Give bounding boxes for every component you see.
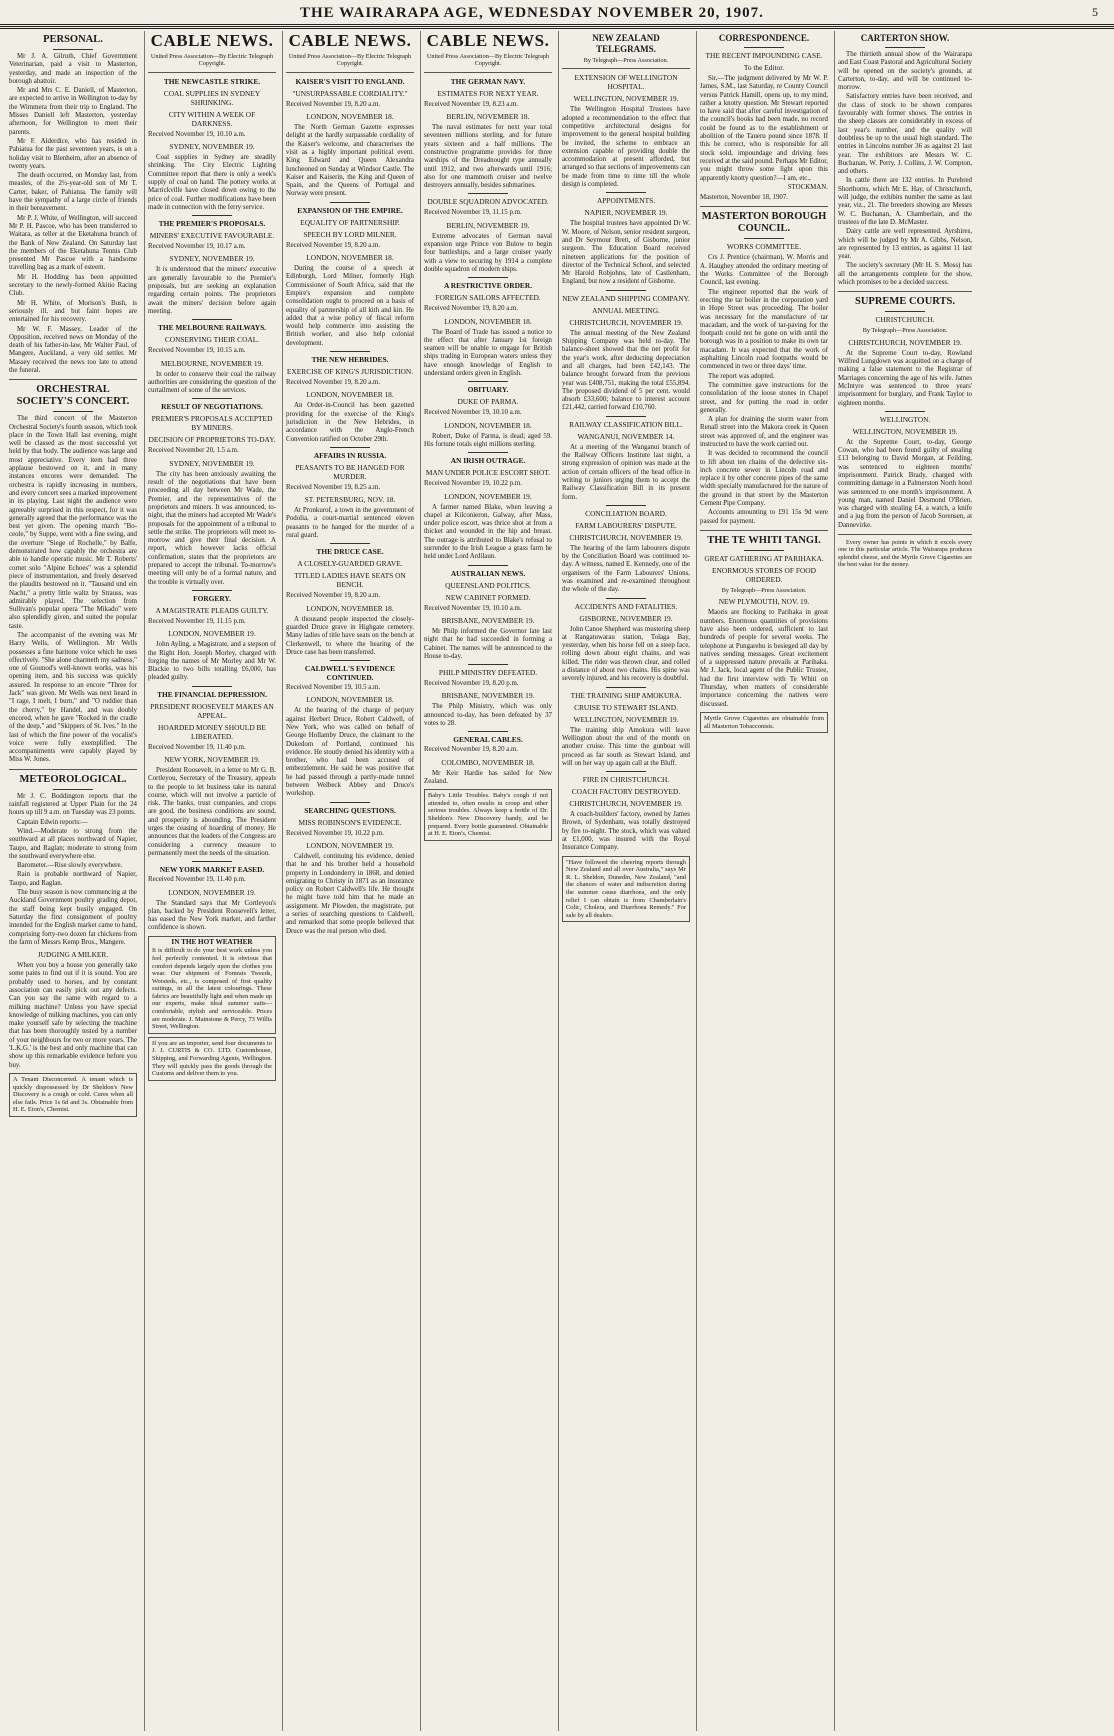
advert-text: "Have followed the cheering reports through New Zealand and all over Australia," says Mr R. L. Sheldon, Dunedin, New Zealand, "and the chances of water and indiscretion during the summer cause diarrhoea, and the only relief I can obtain is from Chamberlain's Colic, Cholera, and Diarrhoea Remedy." For sale by all dealers.	[566, 858, 686, 919]
advert-text: Myrtle Grove Cigarettes are obtainable from all Masterton Tobacconists.	[704, 714, 824, 730]
story-text: At a meeting of the Wanganui branch of the Railway Officers Institute last night, a strong expression of opinion was made at the action of certain officers of the head office in writing to juniors urging them to accept the Railway Classification Bill in its present form.	[562, 443, 690, 501]
advert-box	[148, 936, 276, 1034]
story-text: Robert, Duke of Parma, is dead; aged 59. His fortune totals eight millions sterling.	[424, 432, 552, 448]
story-text: Extreme advocates of German naval expansion urge Prince von Bulow to begin four battleships, and a large cruiser yearly with a view to securing by 1914 a complete double squadron of modern ships.	[424, 232, 552, 273]
story-place: COLOMBO, NOVEMBER 18.	[441, 757, 535, 767]
divider	[53, 49, 93, 50]
story-sub: A CLOSELY-GUARDED GRAVE.	[297, 559, 403, 569]
story-text: John Canoe Shepherd was mustering sheep at Rangatuwarau station, Tolaga Bay, yesterday, when his horse fell on a steep face, rolling down about eight chains, and was killed. The rider was thrown clear, and rolled a distance of about two chains. His spine was severely injured, and his recovery is doubtful.	[562, 625, 690, 683]
story-sub: CRUISE TO STEWART ISLAND.	[574, 702, 678, 712]
story-text: The hospital trustees have appointed Dr W. W. Moore, of Nelson, senior resident surgeon, and Dr Seymour Brett, of Gisborne, junior surgeon. The Education Board received nineteen applications for the position of director of the Technical School, and selected Mr Harold Robjohns, late of Castlenham, England, but now a resident of Gisborne.	[562, 220, 690, 286]
divider	[744, 47, 784, 48]
masthead-rule	[0, 26, 1114, 29]
story-sub: MISS ROBINSON'S EVIDENCE.	[298, 817, 402, 827]
story-dateline: Received November 19, 11.40 p.m.	[148, 743, 246, 751]
story-sub: EQUALITY OF PARTNERSHIP.	[300, 217, 400, 227]
divider	[53, 789, 93, 790]
tewhiti-place: NEW PLYMOUTH, NOV. 19.	[718, 597, 810, 607]
story-dateline: Received November 19, 8.25 a.m.	[286, 483, 381, 491]
borough-para: The report was adopted.	[708, 372, 775, 380]
story-text: A thousand people inspected the closely-guarded Druce grave in Highgate cemetery. Many ladies of title have seats on the bench at Clerkenwell, to where the hearing of the Druce case has been transferred.	[286, 615, 414, 656]
divider	[192, 215, 232, 216]
divider	[330, 802, 370, 803]
borough-para: A plan for draining the storm water from Renall street into the Makora creek in Queen street was approved of, and the engineer was instructed to have the work carried out.	[700, 416, 828, 448]
borough-para: The engineer reported that the work of erecting the tar boiler in the corporation yard in Hope Street was proceeding. The boiler was necessary for the manufacture of tar macadam, and the work of tar-paving for the footpath could not be gone on with until the borough was in a position to make its own tar macadam. It was expected that the work of asphalting Lincoln road footpaths would be commenced in two or three days' time.	[700, 288, 828, 371]
cable-news-heading: CABLE NEWS.	[288, 31, 412, 50]
advert-box	[148, 1037, 276, 1081]
divider	[9, 379, 137, 380]
divider	[606, 416, 646, 417]
borough-para: It was decided to recommend the council to lift about ten chains of the defective six-inch concrete sewer in Lincoln road and replace it by other concrete pipes of the same width specially manufactured for the nature of the ground in that street by the Masterton Cement Pipe Company.	[700, 450, 828, 508]
tewhiti-text: Maoris are flocking to Parihaka in great numbers. Enormous quantities of provisions have also been ordered, sufficient to last hundreds of people for several weeks. The telephone at Pungarehu is besieged all day by natives sending messages. Great excitement of a suppressed nature prevails at Parihaka. Mr J. Jack, local agent of the Public Trustee, had the first interview with Te Whiti on Thursday, when matters of considerable importance concerning the natives were discussed.	[700, 609, 828, 708]
carterton-para: The thirtieth annual show of the Wairarapa and East Coast Pastoral and Agricultural Society will be opened on the society's grounds, at Carterton, to-day, and will be continued to-morrow.	[838, 51, 972, 92]
story-dateline: Received November 19, 8.20 a.m.	[286, 241, 381, 249]
story-text: The Standard says that Mr Cortleyou's plan, backed by President Roosevelt's letter, has eased the New York market, and farther confidence is shown.	[148, 899, 276, 932]
credit-line: By Telegraph—Press Association.	[583, 57, 669, 64]
met-para: Barometer.—Rise slowly everywhere.	[17, 862, 123, 870]
story-sub: MAN UNDER POLICE ESCORT SHOT.	[425, 468, 551, 478]
story-dateline: Received November 19, 10.15 a.m.	[148, 347, 246, 355]
story-place: WANGANUI, NOVEMBER 14.	[577, 431, 675, 441]
credit-line: By Telegraph—Press Association.	[721, 586, 807, 594]
supreme-text: At the Supreme Court, to-day, George Cowan, who had been found guilty of stealing £13 belonging to David Morgan, at Feilding, was sentenced to eighteen months' imprisonment. Patrick Brady, charged with committing damage in a Palmerston North hotel was sentenced to one month's imprisonment. A young man, named Daniel Desmond O'Brien, was charged with stealing £4, a watch, a knife and a jug from the person of Jacob Sorensen, at Dannevirke.	[838, 438, 972, 529]
story-title: PHILP MINISTRY DEFEATED.	[438, 668, 538, 678]
divider	[744, 238, 784, 239]
story-title: THE GERMAN NAVY.	[450, 76, 526, 86]
story-place: CHRISTCHURCH, NOVEMBER 19.	[569, 532, 683, 542]
story-text: President Roosevelt, in a letter to Mr G. B. Cortleyou, Secretary of the Treasury, appeals to the people to let business take its natural course, which will not involve a particle of risk. The banks, trust companies, and crops are good, the business conditions are sound, and prosperity is abounding. The President urges the ceasing of hoarding of money. He announces that the leaders of the Congress are considering a currency measure to permanently meet the needs of the situation.	[148, 766, 276, 857]
story-text: A farmer named Blake, when leaving a chapel at Kilconieron, Galway, after Mass, under police escort, was thrice shot at from a thicket and wounded in the hip and breast. The outrage is attributed to Blake's refusal to surrender to the Irish League a grass farm he held under Lord Ardilaun.	[424, 503, 552, 561]
story-place: LONDON, NOVEMBER 19.	[168, 629, 256, 639]
story-sub: COACH FACTORY DESTROYED.	[571, 787, 681, 797]
story-text: The training ship Amokura will leave Wellington about the end of the month on another cruise. This time the gunboat will proceed as far south as Stewart Island, and will on her way up again call at the Bluff.	[562, 726, 690, 767]
story-title: AFFAIRS IN RUSSIA.	[313, 450, 387, 460]
personal-paras	[9, 53, 137, 375]
story-text: The North German Gazette expresses delight at the hardly surpassable cordiality of the Kaiser's welcome, and characterises the visit as a highly important political event. King Edward and Queen Alexandra luncheoned on Sunday at Windsor Castle. The Kaiser and Kaiserin, the King and Queen of Spain, and the Queens of Portugal and Norway were present.	[286, 124, 414, 198]
story-dateline: Received November 19, 8.20 a.m.	[286, 379, 381, 387]
story-place: LONDON, NOVEMBER 18.	[444, 420, 532, 430]
carterton-para: Dairy cattle are well represented. Ayrshires, which will be judged by Mr A. Gibbs, Nelson, are represented by 13 entries, as against 11 last year.	[838, 228, 972, 261]
story-title: GENERAL CABLES.	[453, 735, 523, 745]
column-7	[834, 31, 975, 1731]
story-title: AUSTRALIAN NEWS.	[450, 568, 526, 578]
column-3	[282, 31, 417, 1731]
story-text: Caldwell, continuing his evidence, denied that he and his brother held a household property in Londonderry in 1868, and denied emigrating to Christy in 1871 as an insurance policy on Robert Caldwell's life. He thought he might have told him that he made an assignment. Mr Plowden, the magistrate, put a series of searching questions to Caldwell, and remarked that some people believed that Druce was the real person who died.	[286, 852, 414, 935]
story-text: The Board of Trade has issued a notice to the effect that after January 1st foreign seamen will be unable to engage for British ships trading in European waters unless they have enough knowledge of English to understand orders given in English.	[424, 328, 552, 378]
letter-date: Masterton, November 18, 1907.	[700, 194, 789, 202]
supreme-place: CHRISTCHURCH, NOVEMBER 19.	[848, 337, 962, 347]
story-place: LONDON, NOVEMBER 18.	[306, 390, 394, 400]
divider	[468, 664, 508, 665]
column-5	[558, 31, 693, 1731]
story-dateline: Received November 19, 8.20 a.m.	[286, 100, 381, 108]
met-para: Mr J. C. Boddington reports that the rainfall registered at Upper Plain for the 24 hours up till 9 a.m. on Tuesday was 23 points.	[9, 792, 137, 817]
advert-text: Every owner has points in which it excels every one in this particular article. The Wairarapa produces splendid cheese, and the Myrtle Grove Cigarettes are the best value for the money.	[838, 539, 972, 569]
story-text: The Wellington Hospital Trustees have adopted a recommendation to the effect that competitive architectural designs for improvement to the general hospital building be invited, the scheme to embrace an extension capable of providing double the accommodation at present afforded, but arranged so that sections of improvements can be made from time to time till the whole design is completed.	[562, 106, 690, 189]
divider	[330, 543, 370, 544]
story-text: At the hearing of the charge of perjury against Herbert Druce, Robert Caldwell, of New York, who was called on behalf of George Hollamby Druce, the claimant to the Dukedom of Portland, continued his evidence. He stoutly denied his identity with a brother, who had been accused of embezzlement. He said he was positive that he had passed through a partly-made tunnel between Welbeck Abbey and Druce's workshop.	[286, 707, 414, 798]
advert-text: It is difficult to do your best work unless you feel perfectly contented. It is obvious that comfort depends largely upon the clothes you wear. Our shipment of Fomrais Tweeds, Worsteds, etc., is composed of first quality suitings, in all the latest colourings. These fabrics are beautifully light and when made up our experts, make ideal summer suits—comfortable, stylish and serviceable. Prices are moderate. J. Mainstone & Percy, 73 Willis Street, Wellington.	[152, 947, 272, 1031]
column-1	[6, 31, 140, 1731]
supreme-heading: SUPREME COURTS.	[855, 296, 955, 308]
story-dateline: Received November 19, 10.10 a.m.	[148, 130, 246, 138]
personal-para: Mr J. A. Gilruth, Chief Government Veterinarian, paid a visit to Masterton, yesterday, and made an inspection of the borough abattoir.	[9, 53, 137, 85]
story-sub: MINERS' EXECUTIVE FAVOURABLE.	[149, 231, 275, 241]
divider	[700, 206, 828, 207]
story-sub: FOREIGN SAILORS AFFECTED.	[435, 293, 541, 303]
carterton-heading: CARTERTON SHOW.	[860, 33, 950, 43]
personal-para: Mr and Mrs C. E. Daniell, of Masterton, are expected to arrive in Wellington to-day by the Wimmera from their trip to England. The Misses Daniell left Masterton, yesterday afternoon, for Wellington to meet their parents.	[9, 87, 137, 136]
supreme-sub: CHRISTCHURCH.	[875, 315, 935, 325]
divider	[885, 47, 925, 48]
story-text: Coal supplies in Sydney are steadily shrinking. The City Electric Lighting Committee report that there is only a week's supply of coal on hand. The pottery works at Marrickville have closed down owing to the price of coal. Further modifications have been made in connection with the ferry service.	[148, 154, 276, 211]
story-title: FORGERY.	[193, 593, 231, 603]
story-text: John Ayling, a Magistrate, and a stepson of the Right Hon. Joseph Morley, charged with forging the names of Mr Morley and Mr W. Blackie to two bills totalling £6,000, has pleaded guilty.	[148, 641, 276, 682]
story-text: The hearing of the farm labourers dispute by the Conciliation Board was continued to-day. A witness, named E. Kennedy, one of the organisers of the Farm Labourers' Unions, was examined and re-examined throughout the whole of the day.	[562, 544, 690, 594]
divider	[606, 598, 646, 599]
met-para: Captain Edwin reports:—	[17, 818, 88, 826]
story-sub: SPEECH BY LORD MILNER.	[303, 229, 397, 239]
story-sub: HOARDED MONEY SHOULD BE LIBERATED.	[158, 722, 266, 741]
column-4	[420, 31, 555, 1731]
story-dateline: Received November 19, 10.10 a.m.	[424, 409, 522, 417]
masthead	[0, 0, 1114, 25]
story-sub: COAL SUPPLIES IN SYDNEY SHRINKING.	[163, 88, 261, 107]
story-dateline: Received November 19, 8.20 p.m.	[424, 680, 519, 688]
borough-heading: MASTERTON BOROUGH COUNCIL.	[701, 211, 827, 235]
story-place: SYDNEY, NOVEMBER 19.	[169, 142, 255, 152]
story-title: APPOINTMENTS.	[596, 196, 656, 206]
divider	[606, 290, 646, 291]
story-text: The city has been anxiously awaiting the result of the negotiations that have been proceeding all day between Mr Wade, the Premier, and the representatives of the proprietors and miners. It was announced, to-night, that the miners had accepted Mr Wade's proposals for the appointment of a tribunal to settle the strike. The proprietors will meet to-morrow and give their final decision. A report, which however lacks official confirmation, states that the proprietors are prepared to accept the tribunal. To-morrow's meeting will only be of a formal nature, and the trouble is virtually over.	[148, 470, 276, 586]
divider	[53, 411, 93, 412]
tewhiti-heading: THE TE WHITI TANGI.	[707, 534, 821, 546]
story-sub: ESTIMATES FOR NEXT YEAR.	[437, 88, 539, 98]
story-place: SYDNEY, NOVEMBER 19.	[169, 254, 255, 264]
cable-news-heading: CABLE NEWS.	[150, 31, 274, 50]
advert-box	[9, 1073, 137, 1117]
divider	[838, 534, 972, 535]
story-sub: "UNSURPASSABLE CORDIALITY."	[292, 88, 408, 98]
story-title: OBITUARY.	[467, 385, 509, 395]
story-place: BERLIN, NOVEMBER 19.	[446, 220, 530, 230]
nz-telegrams-heading: NEW ZEALAND TELEGRAMS.	[592, 33, 660, 54]
carterton-para: In cattle there are 132 entries. In Purebred Shorthorns, which Mr E. Hay, of Christchurch, will judge, the exhibits number the same as last year, viz., 21. The breeders showing are Messrs W. C. Buchanan, A. Chamberlain, and the trustees of the late D. McMaster.	[838, 177, 972, 226]
personal-para: Mr W. F. Massey, Leader of the Opposition, received news on Monday of the death of his father-in-law, Mr Walter Paul, of Mangere, Auckland, a very old settler. Mr Massey received the news too late to attend the funeral.	[9, 325, 137, 374]
story-title: SEARCHING QUESTIONS.	[304, 805, 396, 815]
advert-heading: IN THE HOT WEATHER	[171, 937, 253, 946]
divider	[606, 505, 646, 506]
story-place: LONDON, NOVEMBER 18.	[444, 316, 532, 326]
story-dateline: Received November 20, 1.5 a.m.	[148, 447, 239, 455]
story-title: THE FINANCIAL DEPRESSION.	[157, 689, 267, 699]
story-sub: DUKE OF PARMA.	[457, 397, 519, 407]
divider	[700, 530, 828, 531]
divider	[468, 277, 508, 278]
story-place: WELLINGTON, NOVEMBER 19.	[573, 94, 679, 104]
story-dateline: Received November 19, 8.20 a.m.	[424, 305, 519, 313]
story-title: THE NEWCASTLE STRIKE.	[163, 76, 261, 86]
story-title: THE TRAINING SHIP AMOKURA.	[570, 690, 682, 700]
story-place: NAPIER, NOVEMBER 19.	[584, 208, 668, 218]
story-text: The annual meeting of the New Zealand Shipping Company was held to-day. The balance-sheet showed that the net profit for the year's work, after deducting depreciation and all charges, had been £42,143. The balance brought forward from the previous year was £408,751, making the total £55,894. The proposed dividend of 5 per cent. would absorb £33,600; balance to interest account £21,442, carried forward £10,760.	[562, 329, 690, 412]
story-title: RESULT OF NEGOTIATIONS.	[161, 402, 263, 412]
personal-para: The death occurred, on Monday last, from measles, of the 2½-year-old son of Mr T. Carter, baker, of Pahiatua. The family will have the sympathy of a large circle of friends in their bereavement.	[9, 172, 137, 213]
tewhiti-sub: GREAT GATHERING AT PARIHAKA.	[704, 553, 824, 563]
letter-text: Sir,—The judgment delivered by Mr W. P. James, S.M., last Saturday, re County Council versus Patrick Hamill, opens up, to my mind, rather a knotty question. Mr Stewart reported to have said that after careful investigation of the council's books had been made, no record could be found as to the establishment or abolition of the Taueru pound since 1878. If this be correct, who is responsible for all stock sold, impoundage and driving fees received at the said pound. Perhaps Mr Editor, you might throw some light upon this apparently knotty question?—I am, etc.,	[700, 75, 828, 182]
story-dateline: Received November 19, 8.20 a.m.	[286, 592, 381, 600]
divider	[330, 660, 370, 661]
story-dateline: Received November 19, 10.10 a.m.	[424, 604, 522, 612]
story-place: LONDON, NOVEMBER 19.	[306, 840, 394, 850]
story-title: EXPANSION OF THE EMPIRE.	[297, 205, 403, 215]
letter-to: To the Editor.	[743, 63, 785, 72]
divider	[192, 861, 232, 862]
divider	[468, 381, 508, 382]
story-place: LONDON, NOVEMBER 18.	[306, 253, 394, 263]
letter-title: THE RECENT IMPOUNDING CASE.	[705, 51, 823, 60]
credit-line: United Press Association—By Electric Telegraph Copyright.	[288, 53, 412, 68]
story-sub: CITY WITHIN A WEEK OF DARKNESS.	[168, 109, 256, 128]
story-text: The Philp Ministry, which was only announced to-day, has been defeated by 37 votes to 28.	[424, 703, 552, 727]
story-place: LONDON, NOVEMBER 18.	[306, 695, 394, 705]
tewhiti-sub: ENORMOUS STORES OF FOOD ORDERED.	[712, 565, 816, 584]
divider	[424, 72, 552, 73]
story-title: EXTENSION OF WELLINGTON HOSPITAL.	[574, 73, 678, 92]
divider	[192, 398, 232, 399]
divider	[606, 771, 646, 772]
story-place: BERLIN, NOVEMBER 18.	[446, 112, 530, 122]
story-place: MELBOURNE, NOVEMBER 19.	[160, 358, 264, 368]
story-text: A coach-builders' factory, owned by James Brown, of Sydenham, was totally destroyed by fire to-night. The stock, which was valued at £1,000, was insured with the Royal Insurance Company.	[562, 811, 690, 852]
story-place: WELLINGTON, NOVEMBER 19.	[573, 714, 679, 724]
story-dateline: Received November 19, 10.22 p.m.	[424, 480, 522, 488]
credit-line: By Telegraph—Press Association.	[862, 327, 948, 335]
story-place: LONDON, NOVEMBER 18.	[306, 603, 394, 613]
story-sub: PREMIER'S PROPOSALS ACCEPTED BY MINERS.	[151, 414, 273, 433]
divider	[885, 311, 925, 312]
story-sub: TITLED LADIES HAVE SEATS ON BENCH.	[294, 571, 406, 590]
story-text: An Order-in-Council has been gazetted providing for the exercise of the King's jurisdiction in the New Hebrides, in accordance with the Anglo-French Convention ratified on October 29th.	[286, 402, 414, 443]
story-dateline: Received November 19, 8.20 a.m.	[424, 746, 519, 754]
carterton-para: The society's secretary (Mr H. S. Moss) has all the arrangements complete for the show, which promises to be a decided success.	[838, 262, 972, 287]
letter-signature: STOCKMAN.	[787, 183, 828, 191]
story-sub: ANNUAL MEETING.	[592, 305, 660, 315]
milker-text: When you buy a house you generally take some pains to find out if it is sound. You are probably used to horses, and by constant association can easily pick out any defects. Can you say the same with regard to a milking machine? Unless you have special knowledge of milking machines, you can only make yourself safe by selecting the machine that has been thoroughly tested by a number of your neighbours for two or more years. The 'L.K.G.' is the best and only machine that can show up this remarkable evidence before you buy.	[9, 962, 137, 1069]
story-place: NEW YORK, NOVEMBER 19.	[164, 754, 260, 764]
divider	[468, 452, 508, 453]
story-title: NEW ZEALAND SHIPPING COMPANY.	[562, 293, 690, 303]
story-text: It is understood that the miners' executive are generally favourable to the Premier's proposals, but are seeking an explanation regarding certain points. The proprietors await the miners' decision before again meeting.	[148, 266, 276, 315]
story-title: RAILWAY CLASSIFICATION BILL.	[569, 419, 683, 429]
personal-para: Mr H. White, of Morison's Bush, is seriously ill, and but faint hopes are entertained for his recovery.	[9, 299, 137, 324]
divider	[330, 202, 370, 203]
orchestral-heading: ORCHESTRAL SOCIETY'S CONCERT.	[16, 384, 130, 408]
story-title: CALDWELL'S EVIDENCE CONTINUED.	[304, 664, 396, 683]
met-para: Wind.—Moderate to strong from the southward at all places northward of Napier, Taupo, and Raglan; moderate to strong from the southward everywhere else.	[9, 827, 137, 860]
divider	[148, 72, 276, 73]
borough-para: Crs J. Prentice (chairman), W. Morris and A. Haughey attended the ordinary meeting of the Works Committee of the Borough Council, last evening.	[700, 254, 828, 287]
divider	[9, 769, 137, 770]
advert-text: If you are an importer, send four documents to J. J. CURTIS & CO. LTD. Customhouse, Shipping, and Forwarding Agents, Wellington. They will quickly pass the goods through the Customs and deliver them to you.	[152, 1039, 272, 1078]
borough-sub: WORKS COMMITTEE.	[726, 242, 802, 252]
story-dateline: Received November 19, 11.15 p.m.	[148, 617, 246, 625]
story-dateline: Received November 19, 11.40 p.m.	[148, 876, 246, 884]
story-text: Mr Keir Hardie has sailed for New Zealand.	[424, 769, 552, 785]
story-sub: NEW CABINET FORMED.	[445, 592, 531, 602]
divider	[330, 351, 370, 352]
divider	[606, 687, 646, 688]
story-dateline: Received November 19, 8.23 a.m.	[424, 100, 519, 108]
story-sub: QUEENSLAND POLITICS.	[445, 580, 531, 590]
personal-para: Mr F. Alderdice, who has resided in Pahiatua for the past seventeen years, is on a holiday visit to Blenheim, after an absence of twenty years.	[9, 137, 137, 170]
page-number: 5	[1092, 5, 1098, 19]
story-text: Mr Philp informed the Governor late last night that he had succeeded in forming a Cabinet. The names will be announced to the House to-day.	[424, 627, 552, 660]
supreme-place: WELLINGTON, NOVEMBER 19.	[852, 426, 958, 436]
credit-line: United Press Association—By Electric Telegraph Copyright.	[426, 53, 550, 68]
supreme-sub: WELLINGTON.	[879, 414, 931, 424]
orchestral-para: The accompanist of the evening was Mr Harry Wells, of Wellington. Mr Wells possesses a fine baritone voice which he uses effectively. "She alone charmeth my sadness," one of Gounod's well-known works, was his opening item, and his success was quickly assured. In response to an encore "Three for Jack" was given. Mr Wells was next heard in "I rage, I melt, I burn," and "O ruddier than the cherry," by Handel, and was doubly encored, when he gave "Rocked in the cradle of the deep," and "Skippers of St. Ives." In the last of which the fine power of the vocalist's voice were fully exemplified. The accompaniments were capably played by Miss W. Jones.	[9, 632, 137, 764]
advert-box	[700, 712, 828, 733]
story-place: BRISBANE, NOVEMBER 19.	[441, 615, 535, 625]
divider	[330, 447, 370, 448]
story-place: LONDON, NOVEMBER 19.	[444, 491, 532, 501]
personal-para: Mr H. Hodding has been appointed secretary to the newly-formed Akitio Racing Club.	[9, 273, 137, 298]
divider	[606, 192, 646, 193]
story-title: THE NEW HEBRIDES.	[311, 355, 389, 365]
story-sub: PEASANTS TO BE HANGED FOR MURDER.	[295, 462, 405, 481]
story-place: CHRISTCHURCH, NOVEMBER 19.	[569, 799, 683, 809]
story-sub: PRESIDENT ROOSEVELT MAKES AN APPEAL.	[150, 701, 274, 720]
story-dateline: Received November 19, 10.17 a.m.	[148, 243, 246, 251]
advert-text: A Tenant Disconcerted. A tenant which is quickly dispossessed by Dr Sheldon's New Discovery is a cough or cold. Cures when all else fails. Price 1s 6d and 3s. Obtainable from H. E. Eton's, Chemist.	[13, 1075, 133, 1114]
story-title: FIRE IN CHRISTCHURCH.	[582, 775, 670, 785]
story-place: GISBORNE, NOVEMBER 19.	[579, 613, 673, 623]
story-title: AN IRISH OUTRAGE.	[450, 456, 526, 466]
story-dateline: Received November 19, 11.15 p.m.	[424, 209, 522, 217]
story-dateline: Received November 19, 10.22 p.m.	[286, 829, 384, 837]
divider	[468, 731, 508, 732]
story-place: LONDON, NOVEMBER 18.	[306, 112, 394, 122]
advert-box	[562, 856, 690, 923]
story-text: In order to conserve their coal the railway authorities are considering the question of the curtailment of some of the services.	[148, 370, 276, 395]
story-sub: FARM LABOURERS' DISPUTE.	[575, 520, 677, 530]
meteorological-heading: METEOROLOGICAL.	[19, 773, 127, 785]
story-text: During the course of a speech at Edinburgh, Lord Milner, formerly High Commissioner of South Africa, said that the Empire's expansion and complete consolidation ought to proceed on a basis of equality of partnership of all kith and kin. He added that a wise policy of fiscal reform would help commerce into assisting the British worker, and also help colonial development.	[286, 265, 414, 347]
newspaper-columns	[6, 31, 1108, 1731]
story-sub: CONSERVING THEIR COAL.	[164, 335, 260, 345]
story-text: At Pronkurof, a town in the government of Podolia, a court-martial sentenced eleven peasants to be hanged for the murder of a rural guard.	[286, 507, 414, 540]
story-place: LONDON, NOVEMBER 19.	[168, 887, 256, 897]
story-title: KAISER'S VISIT TO ENGLAND.	[295, 76, 405, 86]
story-title: ACCIDENTS AND FATALITIES.	[574, 601, 678, 611]
story-place: ST. PETERSBURG, NOV. 18.	[304, 495, 396, 505]
story-title: THE MELBOURNE RAILWAYS.	[157, 323, 267, 333]
masthead-title: THE WAIRARAPA AGE, WEDNESDAY NOVEMBER 20, 1907.	[300, 5, 764, 21]
story-title: CONCILIATION BOARD.	[585, 508, 667, 518]
story-dateline: Received November 19, 10.5 a.m.	[286, 684, 381, 692]
met-para: The busy season is now commencing at the Auckland Government poultry grading depot, the staff being kept busily engaged. On Saturday the first consignment of poultry intended for the English market came to hand, comprising forty-two dozen fat chickens from the farm of Messrs Kemp Bros., Mangere.	[9, 889, 137, 946]
story-place: CHRISTCHURCH, NOVEMBER 19.	[569, 317, 683, 327]
divider	[744, 550, 784, 551]
divider	[192, 590, 232, 591]
story-title: THE DRUCE CASE.	[316, 547, 384, 557]
divider	[885, 411, 925, 412]
story-place: BRISBANE, NOVEMBER 19.	[441, 691, 535, 701]
advert-text: Baby's Little Troubles. Baby's cough if not attended to, often results in croup and other serious troubles. Always keep a bottle of Dr. Sheldon's New Discovery handy, and be prepared. Every bottle guaranteed. Obtainable at H. E. Eton's, Chemist.	[428, 792, 548, 838]
personal-para: Mr P. J. White, of Wellington, will succeed Mr P. H. Pascoe, who has been transferred to Waitara, as teller at the Eketahuna branch of the Bank of New Zealand. On Saturday last the members of the Eketahuna Tennis Club presented Mr Pascoe with a handsome travelling bag as a mark of esteem.	[9, 214, 137, 272]
divider	[286, 72, 414, 73]
personal-heading: PERSONAL.	[43, 34, 103, 45]
divider	[192, 319, 232, 320]
story-sub: A MAGISTRATE PLEADS GUILTY.	[155, 605, 269, 615]
story-title: NEW YORK MARKET EASED.	[159, 865, 265, 875]
orchestral-para: The third concert of the Masterton Orchestral Society's fourth season, which took place in the Town Hall last evening, might well be classed as the most successful yet held by that body. The audience was large and most appreciative. Every item had three applause bestowed on it, and in many instances encores were demanded. The orchestra is rapidly increasing in numbers, and every concert sees a marked improvement in its playing. Last night the audience were agreeably surprised in this respect, for it was generally agreed that the performance was the best yet given. The opening march "Bo-ceole," by Suppe, went with a fine swing, and the overture "Siege of Rochelle," by Balfe, demonstrated how capably the orchestra are able to handle operatic music. Mr T. Roberts' cornet solo "Alpine Echoes" was a splendid piece of instrumentation, and freely deserved the plaudits bestowed on it. "Tausand und ein Nacht," a pretty little waltz by Strauss, was admirably played. The selection from Sullivan's popular opera "The Mikado" were also splendidly given, and suited the popular taste.	[9, 415, 137, 630]
correspondence-heading: CORRESPONDENCE.	[718, 33, 810, 43]
story-text: The naval estimates for next year total seventeen millions sterling, and for future years sixteen and a half millions. The constructive programme provides for three warships of the Dreadnought type annually until 1912, and two afterwards until 1916; also for one mammoth cruiser and twelve destroyers annually, besides submarines.	[424, 124, 552, 190]
milker-heading: JUDGING A MILKER.	[37, 950, 109, 960]
credit-line: United Press Association—By Electric Telegraph Copyright.	[150, 53, 274, 68]
column-2	[144, 31, 279, 1731]
advert-box	[424, 789, 552, 841]
divider	[192, 686, 232, 687]
cable-news-heading: CABLE NEWS.	[426, 31, 550, 50]
story-place: SYDNEY, NOVEMBER 19.	[169, 458, 255, 468]
carterton-para: Satisfactory entries have been received, and the class of stock to be shown compares favourably with former shows. The entries in the sheep classes are considerably in excess of last year's number, and the quality will doubtless be up to the usual high standard. The entries in Lincolns number 36 as against 21 last year. The exhibitors are Messrs W. C. Buchanan, W. Perry, J. Collins, J. W. Compton, and others.	[838, 93, 972, 176]
divider	[468, 193, 508, 194]
story-sub: EXERCISE OF KING'S JURISDICTION.	[286, 367, 414, 377]
supreme-text: At the Supreme Court to-day, Rowland Wilfred Lungdown was acquitted on a charge of making a false statement to the Registrar of Marriages concerning the age of his wife. James McIntyre was sentenced to three years' imprisonment for burglary, and Frank Taylor to eighteen months.	[838, 349, 972, 407]
borough-para: Accounts amounting to £91 15s 9d were passed for payment.	[700, 509, 828, 525]
borough-para: The committee gave instructions for the consolidation of the loose stones in Chapel street, and for putting the road in order generally.	[700, 381, 828, 414]
story-title: DOUBLE SQUADRON ADVOCATED.	[427, 197, 549, 207]
divider	[562, 68, 690, 69]
divider	[468, 565, 508, 566]
column-6	[696, 31, 831, 1731]
story-sub: DECISION OF PROPRIETORS TO-DAY.	[148, 435, 276, 445]
met-para: Rain is probable northward of Napier, Taupo, and Raglan.	[9, 871, 137, 887]
story-title: THE PREMIER'S PROPOSALS.	[158, 219, 266, 229]
divider	[838, 291, 972, 292]
story-title: A RESTRICTIVE ORDER.	[443, 281, 533, 291]
